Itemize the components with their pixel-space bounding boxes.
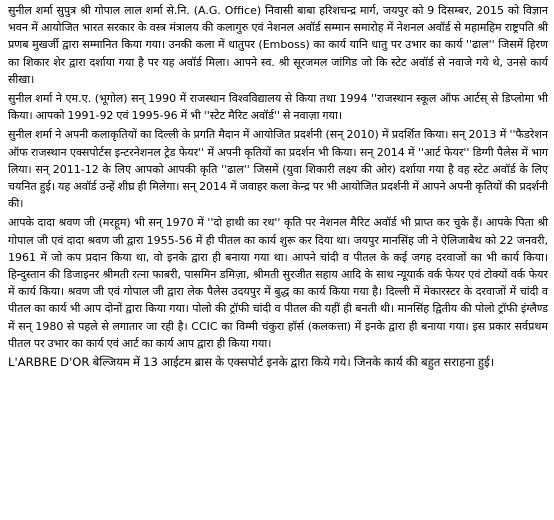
- paragraph-education: सुनील शर्मा ने एम.ए. (भूगोल) सन् 1990 में राजस्थान विश्वविद्यालय से किया तथा 1994 ''राजस्थान स्कूल ऑफ आर्टस् से डिप्लोमा भी किया। आपको 1991-92 एवं 1995-96 में भी ''स्टेट मैरिट अवॉर्ड'' से नवाज़ा गया।: [8, 92, 548, 123]
- paragraph-export: L'ARBRE D'OR बेल्जियम में 13 आईटम ब्रास के एक्सपोर्ट इनके द्वारा किये गये। जिनके कार्य की बहुत सराहना हुई।: [8, 355, 495, 370]
- paragraph-family-history: आपके दादा श्रवण जी (मरहूम) भी सन् 1970 में ''दो हाथी का रथ'' कृति पर नेशनल मैरिट अवॉर्ड भी प्राप्त कर चुके हैं। आपके पिता श्री गोपाल जी एवं दादा श्रवण जी द्वारा 1955-56 में ही पीतल का कार्य शुरू कर दिया था। जयपुर मानसिंह जी ने ऐलिजाबैथ को 22 जनवरी, 1961 में जो कप प्रदान किया था, वो इनके द्वारा ही बनाया गया था। आपने चांदी व पीतल के कई जगह दरवाजों का भी कार्य किया। हिन्दुस्तान की डिजाइनर श्रीमती रत्ना फाबरी, पासमिन डमिज़ा, श्रीमती सुरजीत सहाय आदि के साथ न्यूयार्क वर्क फेयर एवं टोक्यों वर्क फेयर में कार्य किया। श्रवण जी एवं गोपाल जी द्वारा लेक पैलेस उदयपुर में बुद्ध का कार्य किया गया है। दिल्ली में मेकारस्टर के दरवाजों में चांदी व पीतल का कार्य भी आप दोनों द्वारा किया गया। पोलो की ट्रॉफी चांदी व पीतल की यहीं ही बनती थी। मानसिंह द्वितीय की पोलो ट्रॉफी इंग्लैण्ड में सन् 1980 से पहले से लगातार जा रही है। CCIC का विम्मी चंकुरा हॉर्स (कलकत्ता) में इनके द्वारा ही बनाया गया। इस प्रकार सर्वप्रथम पीतल पर उभार का कार्य एवं आर्ट का कार्य आप द्वारा ही किया गया।: [8, 216, 548, 350]
- paragraph-award: सुनील शर्मा सुपुत्र श्री गोपाल लाल शर्मा से.नि. (A.G. Office) निवासी बाबा हरिशचन्द्र मार्ग, जयपुर को 9 दिसम्बर, 2015 को विज्ञान भवन में आयोजित भारत सरकार के वस्त्र मंत्रालय की कलागुरु एवं नेशनल अवॉर्ड सम्मान समारोह में नेशनल अवॉर्ड से महामहिम राष्ट्रपति श्री प्रणब मुखर्जी द्वारा सम्मानित किया गया। उनकी कला में धातुपर (Emboss) का कार्य यानि धातु पर उभार का कार्य ''ढाल'' जिसमें हिरण का शिकार शेर द्वारा दर्शाया गया है पर यह अवॉर्ड मिला। आपने स्व. श्री सूरजमल जांगिड जो कि स्टेट अवॉर्ड से नवाजे गये थे, उनसे कार्य सीखा।: [8, 4, 548, 86]
- paragraph-exhibitions: सुनील शर्मा ने अपनी कलाकृतियों का दिल्ली के प्रगति मैदान में आयोजित प्रदर्शनी (सन् 2010) में प्रदर्शित किया। सन् 2013 में ''फैडरेशन ऑफ राजस्थान एक्सपोर्टस इन्टरनेशनल ट्रेड फेयर'' में अपनी कृतियों का प्रदर्शन भी किया। सन् 2014 में ''आर्ट फेयर'' डिग्गी पैलेस में भाग लिया। सन् 2011-12 के लिए आपको आपकी कृति ''ढाल'' जिसमें (युवा शिकारी लक्ष्य की ओर) दर्शाया गया है वह स्टेट अवॉर्ड के लिए चयनित हुई। यह अवॉर्ड उन्हें शीघ्र ही मिलेगा। सन् 2014 में जवाहर कला केन्द्र पर भी आयोजित प्रदर्शनी में आपने अपनी कृतियों की प्रदर्शनी की।: [8, 128, 548, 211]
